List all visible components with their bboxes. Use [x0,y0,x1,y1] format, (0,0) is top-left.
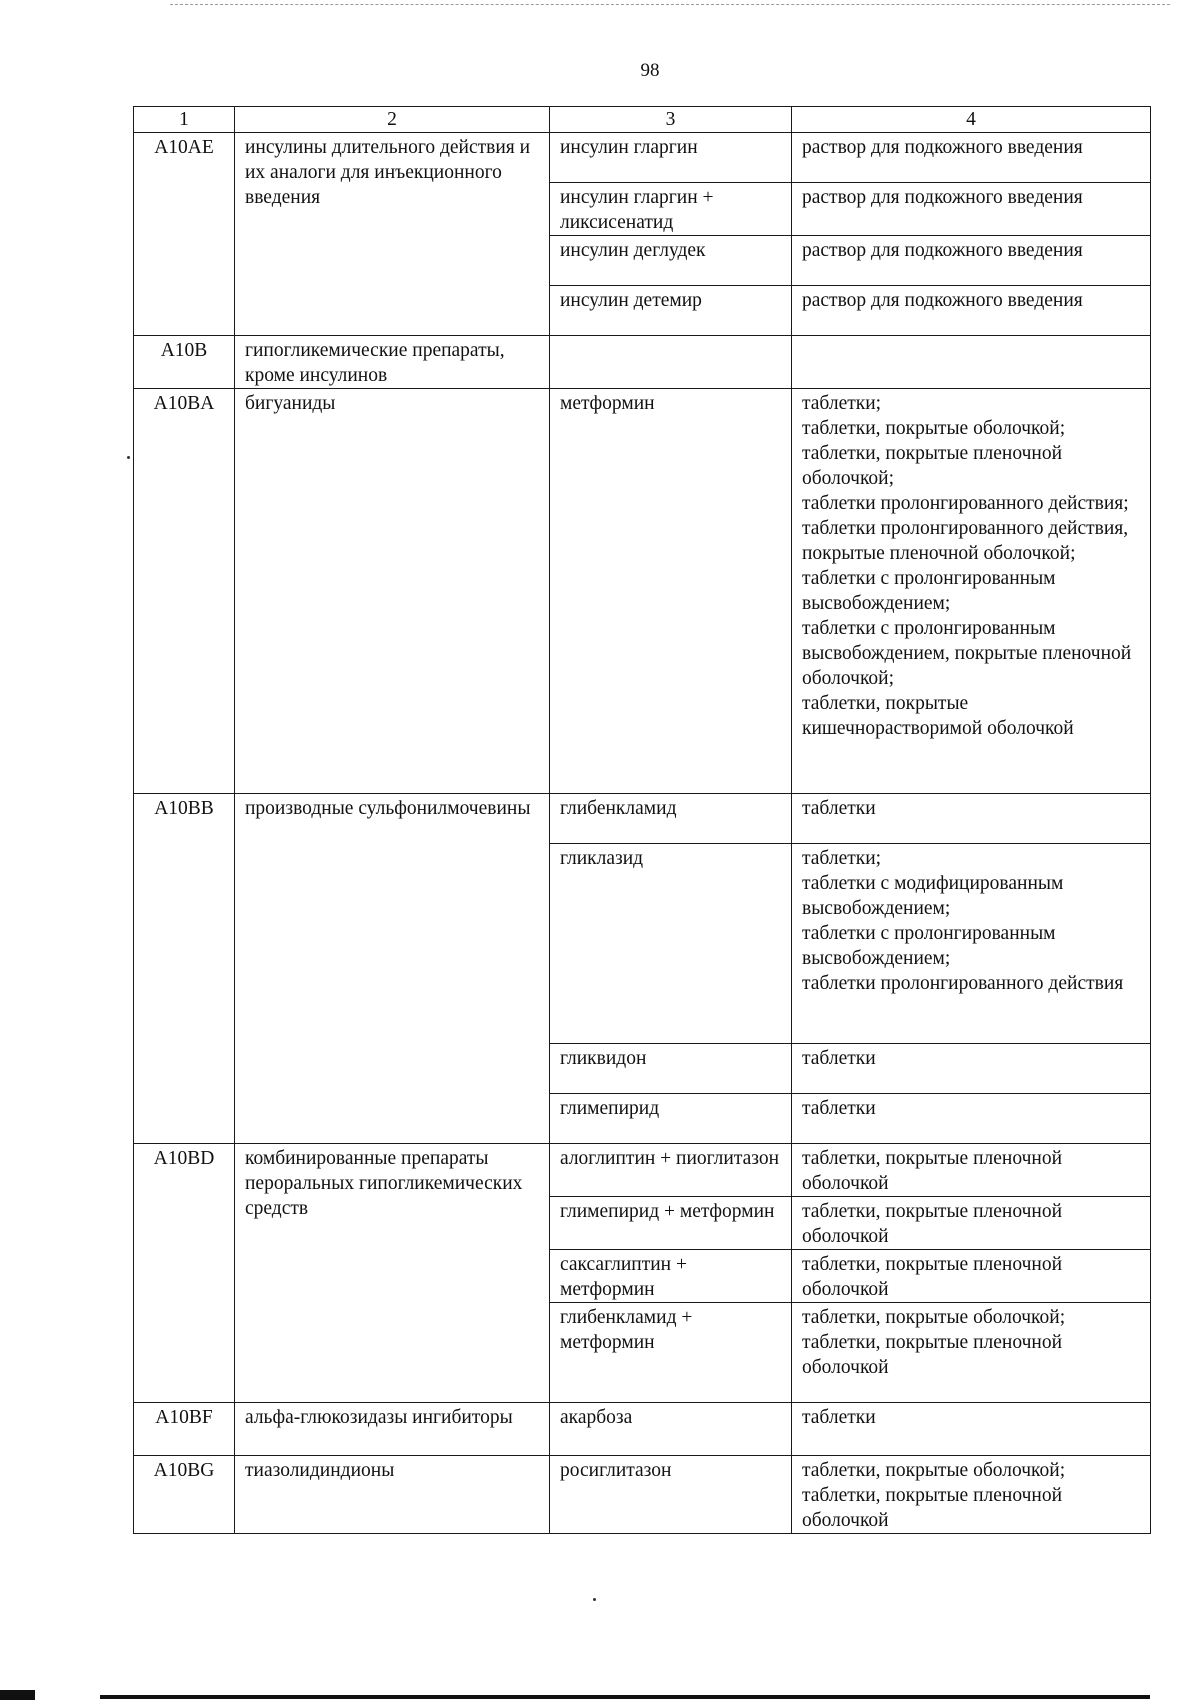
group-name-cell: инсулины длительного действия и их аналоги для инъекционного введения [235,133,550,336]
dosage-form-line: таблетки, покрытые пленочной оболочкой; [802,443,1063,489]
dosage-form-line: таблетки пролонгированного действия, покрытые пленочной оболочкой; [802,518,1129,564]
drug-name-cell: метформин [550,389,792,794]
drug-name-cell: инсулин деглудек [550,236,792,286]
group-name-cell: комбинированные препараты пероральных гипогликемических средств [235,1144,550,1403]
dosage-form-cell: раствор для подкожного введения [792,286,1151,336]
dosage-form-cell: таблетки, покрытые пленочной оболочкой [792,1144,1151,1197]
group-name-cell: бигуаниды [235,389,550,794]
drug-name-cell: инсулин детемир [550,286,792,336]
atc-code-cell: A10BF [134,1403,235,1456]
table-row [134,336,1151,389]
atc-code-cell: A10AE [134,133,235,336]
dosage-form-line: таблетки с модифицированным высвобождением; [802,873,1064,919]
group-name-cell: гипогликемические препараты, кроме инсулинов [235,336,550,389]
column-header-1: 1 [134,107,235,133]
dosage-form-line: таблетки, покрытые оболочкой; [802,1460,1066,1481]
scan-edge-mark [0,1690,35,1700]
column-header-3: 3 [550,107,792,133]
dosage-form-line: таблетки; [802,848,882,869]
scan-speck [127,456,130,459]
drug-name-cell: алоглиптин + пиоглитазон [550,1144,792,1197]
dosage-form-line: таблетки с пролонгированным высвобождением, покрытые пленочной оболочкой; [802,618,1132,689]
drug-name-cell: глибенкламид [550,794,792,844]
page-number: 98 [640,60,660,81]
dosage-form-cell: таблетки [792,1094,1151,1144]
column-header-2: 2 [235,107,550,133]
dosage-form-cell [792,1456,1151,1534]
scan-edge-line [100,1695,1150,1699]
scan-speck [593,1598,596,1601]
dosage-form-cell [792,336,1151,389]
group-name-cell: альфа-глюкозидазы ингибиторы [235,1403,550,1456]
dosage-form-cell: таблетки, покрытые пленочной оболочкой [792,1250,1151,1303]
drug-name-cell [550,336,792,389]
atc-code-cell: A10BD [134,1144,235,1403]
table-row [134,1144,1151,1197]
drug-name-cell: гликвидон [550,1044,792,1094]
atc-code-cell: A10BA [134,389,235,794]
dosage-form-line: таблетки с пролонгированным высвобождением; [802,568,1056,614]
drug-name-cell: глимепирид [550,1094,792,1144]
table-row [134,133,1151,183]
atc-code-cell: A10B [134,336,235,389]
dosage-form-cell: таблетки [792,1044,1151,1094]
drug-name-cell: саксаглиптин + метформин [550,1250,792,1303]
atc-code-cell: A10BG [134,1456,235,1534]
dosage-form-line: таблетки, покрытые кишечнорастворимой оболочкой [802,693,1074,739]
drug-name-cell: инсулин гларгин + ликсисенатид [550,183,792,236]
dosage-form-cell [792,389,1151,794]
dosage-form-line: таблетки, покрытые пленочной оболочкой [802,1485,1063,1531]
table-row [134,389,1151,794]
table-row [134,794,1151,844]
drug-name-cell: инсулин гларгин [550,133,792,183]
drug-classification-table [133,106,1151,1534]
dosage-form-cell [792,1303,1151,1403]
dosage-form-line: таблетки, покрытые оболочкой; [802,418,1066,439]
dosage-form-line: таблетки, покрытые оболочкой; [802,1307,1066,1328]
dosage-form-line: таблетки; [802,393,882,414]
dosage-form-cell: таблетки [792,794,1151,844]
dosage-form-cell: таблетки, покрытые пленочной оболочкой [792,1197,1151,1250]
table-row [134,1403,1151,1456]
drug-name-cell: гликлазид [550,844,792,1044]
table-body [134,107,1151,1534]
dosage-form-cell: раствор для подкожного введения [792,133,1151,183]
atc-code-cell: A10BB [134,794,235,1144]
group-name-cell: производные сульфонилмочевины [235,794,550,1144]
group-name-cell: тиазолидиндионы [235,1456,550,1534]
scan-edge-line [170,4,1170,5]
table-row [134,1456,1151,1534]
dosage-form-cell [792,844,1151,1044]
drug-name-cell: росиглитазон [550,1456,792,1534]
dosage-form-line: таблетки с пролонгированным высвобождением; [802,923,1056,969]
dosage-form-line: таблетки пролонгированного действия [802,973,1124,994]
dosage-form-cell: раствор для подкожного введения [792,183,1151,236]
dosage-form-cell: таблетки [792,1403,1151,1456]
dosage-form-line: таблетки пролонгированного действия; [802,493,1129,514]
column-header-4: 4 [792,107,1151,133]
drug-name-cell: глимепирид + метформин [550,1197,792,1250]
dosage-form-line: таблетки, покрытые пленочной оболочкой [802,1332,1063,1378]
drug-name-cell: акарбоза [550,1403,792,1456]
table-header-row [134,107,1151,133]
dosage-form-cell: раствор для подкожного введения [792,236,1151,286]
drug-name-cell: глибенкламид + метформин [550,1303,792,1403]
